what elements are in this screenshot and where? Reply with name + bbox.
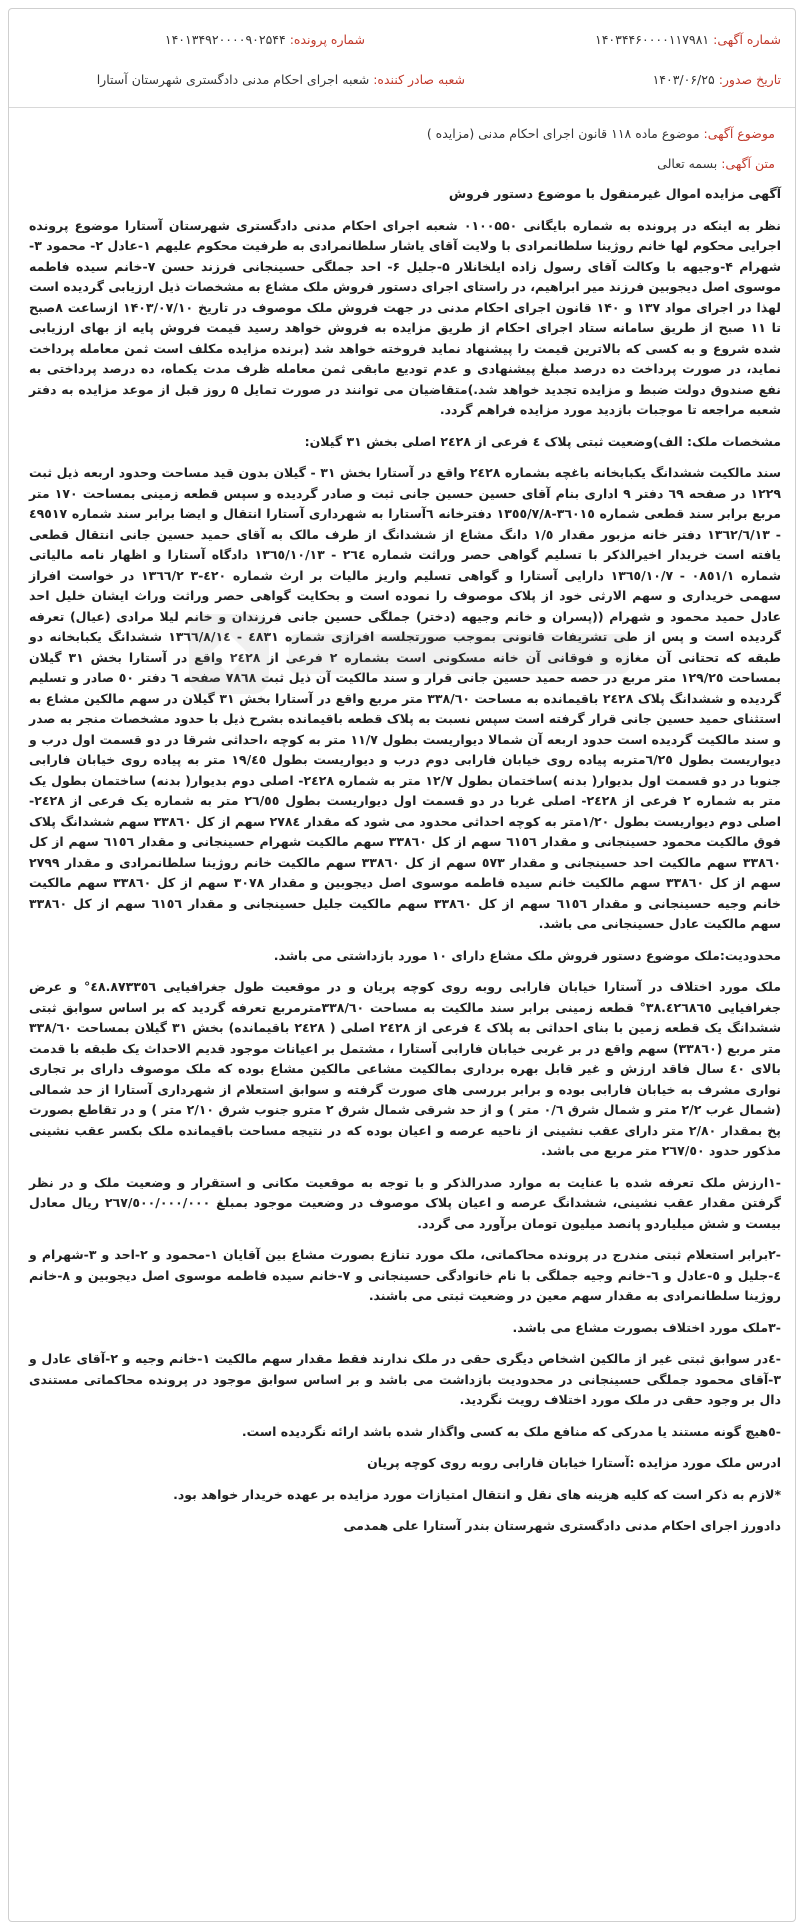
- issue-date: [653, 71, 781, 89]
- issue-date-value: ۱۴۰۳/۰۶/۲۵: [652, 72, 715, 87]
- paragraph-address: ادرس ملک مورد مزایده :آستارا خیابان فارابی روبه روی کوچه پریان: [367, 1455, 781, 1470]
- paragraph-restriction: محدودیت:ملک موضوع دستور فروش ملک مشاع دارای ۱۰ مورد بازداشتی می باشد.: [273, 947, 781, 963]
- paragraph-location: ملک مورد اختلاف در آستارا خیابان فارابی روبه روی کوچه پریان و در موقعیت طول جغرافیایی ٤۸.۸۷۳۳٥٦° و عرض جغرافیایی ۳۸.٤۲٦۸٦٥° قطعه زمینی برابر سند مالکیت به مساحت ۳۳۸/٦۰مترمربع تعرفه گردید که بر اساس سوابق ثبتی ششدانگ یک قطعه زمین با بنای احداثی به پلاک ٤ فرعی از ۲٤۲۸ اصلی ( ۲٤۲۸ باقیمانده) بخش ۳۱ گیلان بمساحت ۳۳۸/٦۰ متر مربع (۳۳۸٦۰) سهم واقع در بر غربی خیابان فارابی آستارا ، مشتمل بر اعیانات موجود قدیم الاحداث یک طبقه با قدمت بالای ٤۰ سال فاقد ارزش و غیر قابل بهره برداری بمالکیت مشاعی مالکین مشاع بوده که ملک موصوف دارای بر تجاری نواری مشرف به خیابان فارابی بوده و برابر بررسی های صورت گرفته و سوابق استعلام از شهرداری آستارا از حد شمالی (شمال غرب ۲/۲ متر و شمال شرق ۰/٦ متر ) و از حد شرقی شمال شرق ۲ مترو جنوب شرق ۲/۱۰ متر ) و در تقاطع بصورت پخ بمقدار ۲/۸۰ متر دارای عقب نشینی از ناحیه عرصه و اعیان بوده که در نتیجه مساحت باقیمانده ملک بکسر عقب نشینی مذکور حدود ۲٦۷/٥۰ متر مربع می باشد.: [29, 979, 781, 1158]
- paragraph-benefits: -٥هیچ گونه مستند یا مدرکی که منافع ملک به کسی واگذار شده باشد ارائه نگردیده است.: [241, 1423, 781, 1439]
- notice-card: [8, 8, 796, 1922]
- notice-number-label: شماره آگهی:: [713, 32, 781, 47]
- issuer: [97, 71, 465, 89]
- subject-line: [25, 124, 775, 144]
- paragraph-rights: -٤در سوابق ثبتی غیر از مالکین اشخاص دیگری حقی در ملک ندارند فقط مقدار سهم مالکیت ۱-خانم وجیه و ۲-آقای عادل و ۳-آقای محمود جملگی حسینجانی در محدودیت بازداشت می باشد و بر اساس سوابق موجود در پرونده محاکماتی مستندی دال بر وجود حقی در ملک مورد اختلاف رویت نگردید.: [29, 1351, 781, 1407]
- text-label: متن آگهی:: [721, 156, 775, 171]
- paragraph-shared: -۳ملک مورد اختلاف بصورت مشاع می باشد.: [512, 1319, 781, 1335]
- paragraph-owners: -۲برابر استعلام ثبتی مندرج در پرونده محاکماتی، ملک مورد تنازع بصورت مشاع بین آقایان ۱-محمود و ۲-احد و ۳-شهرام و ٤-جلیل و ٥-عادل و ٦-خانم وجیه جملگی با نام خانوادگی حسینجانی و ۷-خانم سیده فاطمه موسوی اصل دیجوبین و ۸-خانم روژینا سلطانمرادی به مقدار سهم معین در وضعیت ثبتی می باشند.: [29, 1247, 781, 1303]
- subject-value: موضوع ماده ۱۱۸ قانون اجرای احکام مدنی (مزایده ): [426, 126, 700, 141]
- case-number-label: شماره پرونده:: [289, 32, 365, 47]
- issue-date-label: تاریخ صدور:: [718, 72, 781, 87]
- notice-title: آگهی مزایده اموال غیرمنقول با موضوع دستور فروش: [448, 186, 781, 201]
- issuer-value: شعبه اجرای احکام مدنی دادگستری شهرستان آستارا: [96, 72, 370, 87]
- notice-header: [9, 9, 795, 108]
- subject-label: موضوع آگهی:: [703, 126, 775, 141]
- paragraph-intro: نظر به اینکه در پرونده به شماره بایگانی ۰۱۰۰۵۵۰ شعبه اجرای احکام مدنی دادگستری شهرستان آستارا موضوع پرونده اجرایی محکوم لها خانم روژینا سلطانمرادی با ولایت آقای یاشار سلطانمرادی به طرفیت محکوم علیهم ۱-عادل ۲- محمود ۳- شهرام ۴-وجیهه با وکالت آقای رسول زاده ایلخانلار ۵-جلیل ۶- احد جملگی حسینجانی فرزند حسن ۷-خانم سیده فاطمه موسوی اصل دیجوبین فرزند میر ابراهیم، در راستای اجرای دستور فروش ملک مشاع به مشخصات ذیل ارزیابی گردیده است لهذا در اجرای مواد ۱۳۷ و ۱۴۰ قانون اجرای احکام مدنی در جهت فروش ملک موصوف در تاریخ ۱۴۰۳/۰۷/۱۰ ازساعت ۸صبح تا ۱۱ صبح از طریق سامانه ستاد اجرای احکام از طریق مزایده به فروش خواهد رسید قیمت فروش پایه از بهای ارزیابی شده شروع و به کسی که بالاترین قیمت را پیشنهاد نماید فروخته خواهد شد (برنده مزایده مکلف است ثمن معامله پرداخت نماید، در صورت پرداخت ده درصد مبلغ پیشنهادی و عدم تودیع مابقی ثمن معامله ظرف مدت یکماه، ده درصد پرداختی به نفع صندوق دولت ضبط و مزایده تجدید خواهد شد.)متقاضیان می توانند در صورت تمایل ۵ روز قبل از موعد مزایده به دفتر شعبه مراجعه تا موجبات بازدید مورد مزایده فراهم گردد.: [29, 217, 782, 417]
- paragraph-costs-note: *لازم به ذکر است که کلیه هزینه های نقل و انتقال امتیازات مورد مزایده بر عهده خریدار خواهد بود.: [173, 1486, 781, 1502]
- paragraph-property-spec: مشخصات ملک: الف)وضعیت ثبتی پلاک ٤ فرعی از ۲٤۲۸ اصلی بخش ۳۱ گیلان:: [304, 433, 781, 449]
- notice-body: [9, 184, 795, 1537]
- case-number: [165, 31, 365, 49]
- notice-number: [595, 31, 781, 49]
- issuer-label: شعبه صادر کننده:: [373, 72, 465, 87]
- paragraph-valuation: -۱ارزش ملک تعرفه شده با عنایت به موارد صدرالذکر و با توجه به موقعیت مکانی و استقرار و وضعیت ملک و در نظر گرفتن مقدار عقب نشینی، ششدانگ عرصه و اعیان پلاک موصوف در وضعیت موجود بمبلغ ۲٦۷/٥۰۰/۰۰۰/۰۰۰ ریال معادل بیست و شش میلیاردو پانصد میلیون تومان برآورد می گردد.: [29, 1174, 781, 1231]
- case-number-value: ۱۴۰۱۳۴۹۲۰۰۰۰۹۰۲۵۴۴: [164, 32, 286, 47]
- text-line: [25, 154, 775, 174]
- paragraph-signature: دادورز اجرای احکام مدنی دادگستری شهرستان بندر آستارا علی همدمی: [343, 1518, 781, 1533]
- text-intro: بسمه تعالی: [657, 156, 718, 171]
- notice-number-value: ۱۴۰۳۴۴۶۰۰۰۰۱۱۷۹۸۱: [594, 32, 710, 47]
- notice-subjects: [9, 108, 795, 174]
- paragraph-deed: سند مالکیت ششدانگ یکبابخانه باغچه بشماره ۲٤۲۸ واقع در آستارا بخش ۳۱ - گیلان بدون قید مساحت وحدود اربعه ذیل ثبت ۱۲۲۹ در صفحه ٦۹ دفتر ۹ اداری بنام آقای حسین حسین جانی ثبت و صادر گردیده و سپس قطعه زمینی بمساحت ۱۷۰ متر مربع برابر سند قطعی شماره ۳٦۰۱٥-۱۳٥٥/۷/۸ دفترخانه ٦آستارا به شهرداری آستارا انتقال و ایضا برابر سند شماره ٤۹٥۱۷ - ۱۳٦۲/٦/۱۳ دفتر خانه مزبور مقدار ۱/٥ دانگ مشاع از ششدانگ از طرف مالک به آقای حمید حسین جانی انتقال قطعی یافته است خریدار اخیرالذکر با تسلیم گواهی حصر وراثت شماره ۲٦٤ - ۱۳٦٥/۱۰/۱۳ دادگاه آستارا و اظهار نامه مالیاتی شماره ۰۸٥۱/۱ - ۱۳٦٥/۱۰/۷ دارایی آستارا و گواهی تسلیم واریز مالیات بر ارث شماره ٤۲۰-۳ ۱۳٦٦/۲ در خواست افراز سهمی خریداری و سهم الارثی خود از پلاک موصوف را نموده است و بحکایت گواهی حصر وراثت وراث ایشان خلیل احد عادل حمید محمود و شهرام ((پسران و خانم وجیهه (دختر) جملگی حسین جانی فرزندان و خانم لیلا مرادی (عیال) تعرفه گردیده است و پس از طی تشریفات قانونی بموجب صورتجلسه افرازی شماره ٤۸۳۱ - ۱۳٦٦/۸/۱٤ ششدانگ یکبابخانه دو طبقه که تحتانی آن مغازه و فوقانی آن خانه مسکونی است بشماره ۲ فرعی از ۲٤۲۸ واقع در آستارا بخش ۳۱ گیلان بمساحت ۱۲۹/۲٥ متر مربع در حصه حمید حسین جانی قرار و سند مالکیت آن ذیل ثبت ۷۸٦۸ صفحه ٦ دفتر ٥۰ صادر و تسلیم گردیده و ششدانگ پلاک ۲٤۲۸ باقیمانده به مساحت ۳۳۸/٦۰ متر مربع واقع در آستارا بخش ۳۱ گیلان در سهم مالکین مشاع به استثنای حمید حسین جانی قرار گرفته است سپس نسبت به پلاک قطعه باقیمانده بشرح ذیل با حدود مشخصات منجر به صدر و سند مالکیت گردیده است حدود اربعه آن شمالا دیواریست بطول ۱۱/۷ متر به کوچه ،احداثی شرقا در دو قسمت اول درب و دیواریست بطول ٦/۲٥متربه پیاده روی خیابان فارابی دوم درب و دیواریست بطول ۱۹/٤٥ متر به پیاده روی خیابان فارابی جنوبا در دو قسمت اول بدیوار( بدنه )ساختمان بطول ۱۲/۷ متر به شماره ۲٤۲۸- اصلی دوم بدیوار( بدنه) ساختمان بطول یک متر به شماره ۲ فرعی از ۲٤۲۸- اصلی غربا در دو قسمت اول دیواریست بطول ۲٦/٥٥ متر به شماره یک فرعی از ۲٤۲۸- اصلی دوم دیواریست بطول ۱/۲۰متر به کوچه احداثی محدود می شود که مقدار ۲۷۸٤ سهم از کل ۳۳۸٦۰ سهم ششدانگ پلاک فوق مالکیت محمود حسینجانی و مقدار ٦۱٥٦ سهم از کل ۳۳۸٦۰ سهم مالکیت شهرام حسینجانی و مقدار ٦۱٥٦ سهم از کل ۳۳۸٦۰ سهم مالکیت احد حسینجانی و مقدار ٥۷۳ سهم از کل ۳۳۸٦۰ سهم مالکیت خانم روژینا سلطانمرادی و مقدار ۲۷۹۹ سهم از کل ۳۳۸٦۰ سهم مالکیت خانم سیده فاطمه موسوی اصل دیجوبین و مقدار ۳۰۷۸ سهم از کل ۳۳۸٦۰ سهم مالکیت خانم وجیه حسینجانی و مقدار ٦۱٥٦ سهم از کل ۳۳۸٦۰ سهم مالکیت جلیل حسینجانی و مقدار ٦۱٥٦ سهم از کل ۳۳۸٦۰ سهم مالکیت عادل حسینجانی می باشد.: [29, 465, 782, 931]
